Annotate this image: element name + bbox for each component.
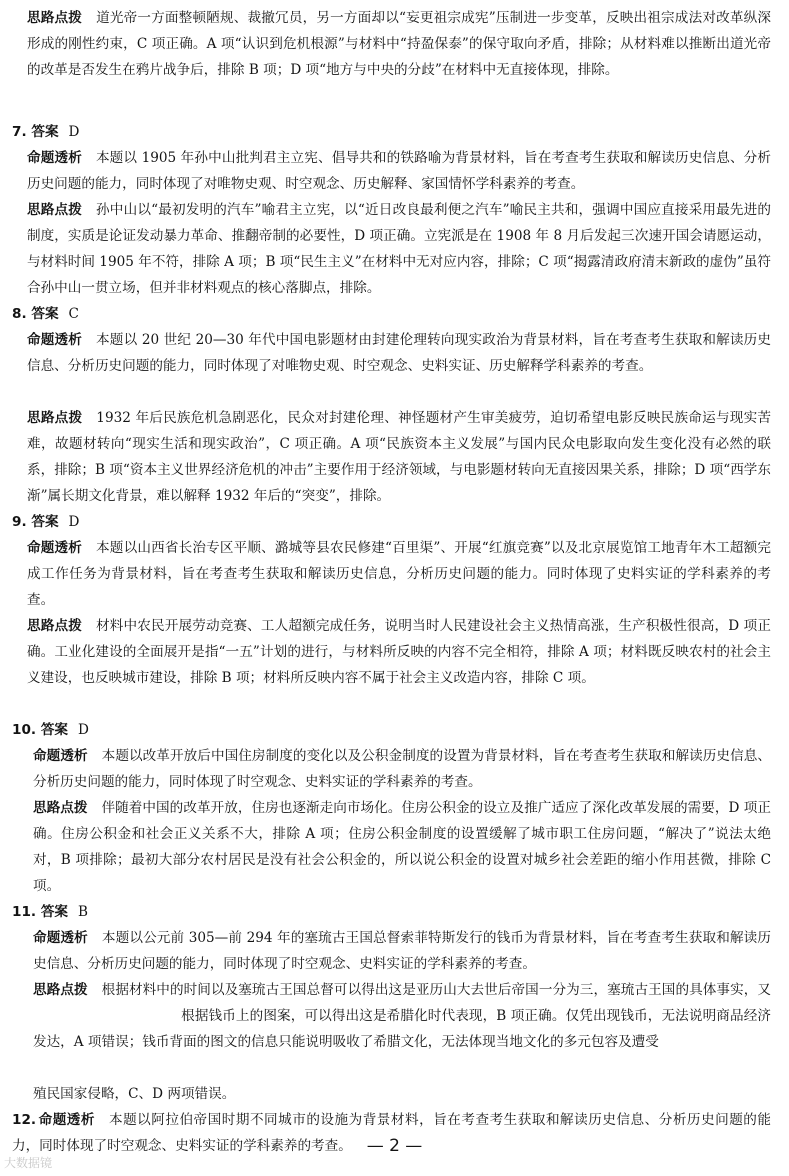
answer-choice: D bbox=[78, 722, 89, 738]
answer-choice: C bbox=[68, 306, 79, 322]
intent-paragraph-9 bbox=[0, 535, 789, 613]
watermark: 大数据镜 bbox=[4, 1156, 53, 1170]
analysis-text: 道光帝一方面整顿陋规、裁撤冗员，另一方面却以“妄更祖宗成宪”压制进一步变革，反映出祖宗成法对改革纵深形成的刚性约束，C 项正确。A 项“认识到危机根源”与材料中“持盈保泰”的保守取向矛盾，排除；从材料难以推断出道光帝的改革是否发生在鸦片战争后，排除 B 项；D 项“地方与中央的分歧”在材料中无直接体现，排除。 bbox=[27, 10, 771, 78]
analysis-label: 思路点拨 bbox=[27, 10, 83, 26]
answer-choice: B bbox=[78, 904, 89, 920]
question-number: 12. bbox=[12, 1112, 37, 1128]
question-number: 10. bbox=[12, 722, 37, 738]
intent-paragraph-11 bbox=[0, 925, 789, 977]
page-number: — 2 — bbox=[366, 1136, 423, 1156]
question-8-answer bbox=[12, 301, 79, 327]
intent-text: 本题以阿拉伯帝国时期不同城市的设施为背景材料，旨在考查考生获取和解读历史信息、分析历史问题的能力，同时体现了时空观念、史料实证的学科素养的考查。 bbox=[12, 1112, 771, 1154]
intent-label: 命题透析 bbox=[33, 748, 88, 764]
intent-paragraph-7 bbox=[0, 145, 789, 197]
answer-label: 答案 bbox=[31, 124, 59, 140]
intent-label: 命题透析 bbox=[38, 1112, 95, 1128]
analysis-paragraph-11 bbox=[0, 977, 789, 1055]
analysis-paragraph-7 bbox=[0, 197, 789, 301]
analysis-label: 思路点拨 bbox=[27, 202, 83, 218]
analysis-paragraph-10 bbox=[0, 795, 789, 899]
intent-label: 命题透析 bbox=[27, 540, 83, 556]
question-number: 7. bbox=[12, 124, 27, 140]
intent-text: 本题以 20 世纪 20—30 年代中国电影题材由封建伦理转向现实政治为背景材料，旨在考查考生获取和解读历史信息、分析历史问题的能力，同时体现了对唯物史观、时空观念、史料实证、历史解释学科素养的考查。 bbox=[27, 332, 771, 374]
question-11-answer bbox=[12, 899, 88, 925]
analysis-text: 1932 年后民族危机急剧恶化，民众对封建伦理、神怪题材产生审美疲劳，迫切希望电影反映民族命运与现实苦难，故题材转向“现实生活和现实政治”，C 项正确。A 项“民族资本主义发展”与国内民众电影取向发生变化没有必然的联系，排除；B 项“资本主义世界经济危机的冲击”主要作用于经济领域，与电影题材转向无直接因果关系，排除；D 项“西学东渐”属长期文化背景，难以解释 1932 年后的“突变”，排除。 bbox=[27, 410, 772, 504]
intent-text: 本题以 1905 年孙中山批判君主立宪、倡导共和的铁路喻为背景材料，旨在考查考生获取和解读历史信息、分析历史问题的能力，同时体现了对唯物史观、时空观念、历史解释、家国情怀学科素养的考查。 bbox=[27, 150, 772, 192]
intent-label: 命题透析 bbox=[27, 150, 82, 166]
question-7-answer bbox=[12, 119, 79, 145]
answer-label: 答案 bbox=[40, 722, 69, 738]
analysis-label: 思路点拨 bbox=[27, 618, 82, 634]
answer-choice: D bbox=[68, 124, 80, 140]
analysis-text-part-2: 根据钱币上的图案，可以得出这是希腊化时代表现，B 项正确。仅凭出现钱币，无法说明商品经济发达，A 项错误；钱币背面的图文的信息只能说明吸收了希腊文化，无法体现当地文化的多元包容及遭受 bbox=[33, 1008, 771, 1050]
analysis-text: 材料中农民开展劳动竞赛、工人超额完成任务，说明当时人民建设社会主义热情高涨，生产积极性很高，D 项正确。工业化建设的全面展开是指“一五”计划的进行，与材料所反映的内容不完全相符，排除 A 项；材料既反映农村的社会主义建设，也反映城市建设，排除 B 项；材料所反映内容不属于社会主义改造内容，排除 C 项。 bbox=[27, 618, 771, 686]
question-number: 11. bbox=[12, 904, 37, 920]
analysis-text-part-1: 根据材料中的时间以及塞琉古王国总督可以得出这是亚历山大去世后帝国一分为三，塞琉古王国的具体事实，又 bbox=[101, 982, 772, 998]
intent-paragraph-10 bbox=[0, 743, 789, 795]
intent-text: 本题以山西省长治专区平顺、潞城等县农民修建“百里渠”、开展“红旗竞赛”以及北京展览馆工地青年木工超额完成工作任务为背景材料，旨在考查考生获取和解读历史信息，分析历史问题的能力。同时体现了史料实证的学科素养的考查。 bbox=[27, 540, 772, 608]
intent-label: 命题透析 bbox=[27, 332, 83, 348]
answer-label: 答案 bbox=[31, 514, 59, 530]
intent-paragraph-8 bbox=[0, 327, 789, 379]
analysis-label: 思路点拨 bbox=[27, 410, 83, 426]
question-number: 9. bbox=[12, 514, 27, 530]
question-number: 8. bbox=[12, 306, 27, 322]
analysis-paragraph-9 bbox=[0, 613, 789, 691]
analysis-label: 思路点拨 bbox=[33, 982, 88, 998]
intent-text: 本题以公元前 305—前 294 年的塞琉古王国总督索菲特斯发行的钱币为背景材料，旨在考查考生获取和解读历史信息、分析历史问题的能力，同时体现了时空观念、史料实证的学科素养的考查。 bbox=[33, 930, 771, 972]
analysis-text-part-3: 殖民国家侵略，C、D 两项错误。 bbox=[33, 1086, 236, 1102]
answer-label: 答案 bbox=[31, 306, 59, 322]
analysis-text: 伴随着中国的改革开放，住房也逐渐走向市场化。住房公积金的设立及推广适应了深化改革发展的需要，D 项正确。住房公积金和社会正义关系不大，排除 A 项；住房公积金制度的设置缓解了城市职工住房问题，“解决了”说法太绝对，B 项排除；最初大部分农村居民是没有社会公积金的，所以说公积金的设置对城乡社会差距的缩小作用甚微，排除 C 项。 bbox=[33, 800, 772, 894]
analysis-paragraph-11-continued bbox=[0, 1081, 789, 1107]
analysis-paragraph-6 bbox=[0, 5, 789, 83]
analysis-label: 思路点拨 bbox=[33, 800, 88, 816]
analysis-text: 孙中山以“最初发明的汽车”喻君主立宪，以“近日改良最利便之汽车”喻民主共和，强调中国应直接采用最先进的制度，实质是论证发动暴力革命、推翻帝制的必要性，D 项正确。立宪派是在 1908 年 8 月后发起三次速开国会请愿运动，与材料时间 1905 年不符，排除 A 项；B 项“民生主义”在材料中无对应内容，排除；C 项“揭露清政府清末新政的虚伪”虽符合孙中山一贯立场，但并非材料观点的核心落脚点，排除。 bbox=[27, 202, 772, 296]
intent-text: 本题以改革开放后中国住房制度的变化以及公积金制度的设置为背景材料，旨在考查考生获取和解读历史信息、分析历史问题的能力，同时体现了时空观念、史料实证的学科素养的考查。 bbox=[33, 748, 772, 790]
analysis-paragraph-8 bbox=[0, 405, 789, 509]
answer-label: 答案 bbox=[40, 904, 69, 920]
question-9-answer bbox=[12, 509, 79, 535]
answer-choice: D bbox=[68, 514, 80, 530]
intent-label: 命题透析 bbox=[33, 930, 88, 946]
question-10-answer bbox=[12, 717, 89, 743]
